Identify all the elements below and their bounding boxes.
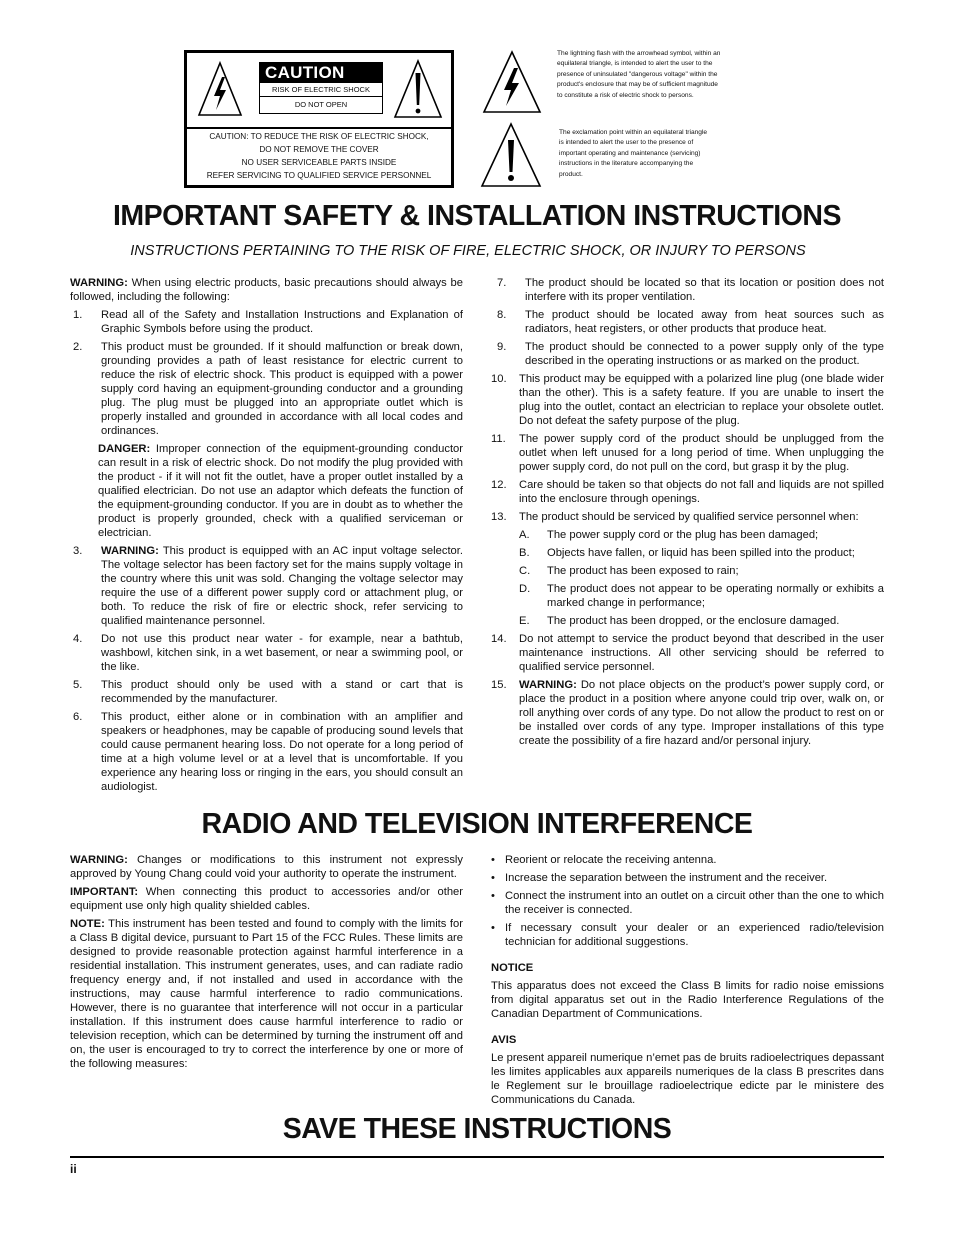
danger-paragraph xyxy=(70,442,463,540)
important-label: IMPORTANT: xyxy=(70,886,139,898)
note-text: This instrument has been tested and found to comply with the limits for a Class B digital device, pursuant to Part 15 of the FCC Rules. These limits are designed to provide reasonable protection against harmful interference in a residential installation. This instrument generates, uses, and can radiate radio frequency energy and, if not installed and used in accordance with the instructions, may cause harmful interference to radio communications. However, there is no guarantee that interference will not occur in a particular installation. If this instrument does cause harmful interference to radio or television reception, which can be determined by turning the instrument off and on, the user is encouraged to try to correct the interference by one or more of the following measures: xyxy=(70,918,463,1070)
item-text: Do not use this product near water - for example, near a bathtub, washbowl, kitchen sink, in a wet basement, or near a swimming pool, or the like. xyxy=(101,633,463,673)
list-item xyxy=(491,432,884,474)
bullet-text: Connect the instrument into an outlet on a circuit other than the one to which the receiver is connected. xyxy=(505,890,884,916)
sub-list-item xyxy=(491,582,884,610)
item-text: This product should only be used with a stand or cart that is recommended by the manufacturer. xyxy=(101,679,463,705)
item-text: The product should be located so that its location or position does not interfere with its proper ventilation. xyxy=(525,277,884,303)
radio-left-column xyxy=(70,853,463,1075)
sub-item-letter: C. xyxy=(519,565,531,577)
item-number: 8. xyxy=(497,309,507,321)
list-item xyxy=(491,372,884,428)
radio-right-column xyxy=(491,853,884,1111)
bullet-glyph: • xyxy=(491,890,495,902)
exclamation-symbol-explanation: The exclamation point within an equilateral triangle is intended to alert the user to the presence of important operating and maintenance (servicing) instructions in the literature accompanying the product. xyxy=(559,129,708,178)
item-number: 11. xyxy=(491,433,506,445)
warning-label: WARNING: xyxy=(70,854,128,866)
sub-item-text: The product does not appear to be operating normally or exhibits a marked change in performance; xyxy=(547,583,884,609)
item-number: 10. xyxy=(491,373,507,385)
bullet-item xyxy=(491,853,884,867)
sub-list-item xyxy=(491,546,884,560)
radio-tv-title: RADIO AND TELEVISION INTERFERENCE xyxy=(201,808,753,840)
warning-label: WARNING: xyxy=(519,679,577,691)
radio-important-paragraph xyxy=(70,885,463,913)
safety-right-column xyxy=(491,276,884,752)
item-number: 1. xyxy=(73,309,83,321)
warning-label: WARNING: xyxy=(101,545,159,557)
radio-note-paragraph xyxy=(70,917,463,1071)
item-text: Do not attempt to service the product beyond that described in the user maintenance instructions. All other servicing should be referred to qualified service personnel. xyxy=(519,633,884,673)
bullet-glyph: • xyxy=(491,854,495,866)
caution-line: REFER SERVICING TO QUALIFIED SERVICE PERSONNEL xyxy=(206,171,432,180)
bullet-text: If necessary consult your dealer or an experienced radio/television technician for additional suggestions. xyxy=(505,922,884,948)
avis-text: Le present appareil numerique n’emet pas de bruits radioelectriques depassant les limites applicables aux appareils numeriques de la class B prescrites dans le Reglement sur le brouillage radioelectrique edicte par le ministere des Communications du Canada. xyxy=(491,1052,884,1106)
footer-divider xyxy=(70,1156,884,1158)
bullet-glyph: • xyxy=(491,922,495,934)
warning-text: This product is equipped with an AC input voltage selector. The voltage selector has been factory set for the mains supply voltage in the country where this unit was sold. Changing the voltage selector may require the use of a different power supply cord or attachment plug, or both. To reduce the risk of fire or electric shock, refer servicing to qualified maintenance personnel. xyxy=(101,545,463,627)
list-item xyxy=(491,678,884,748)
item-text: Care should be taken so that objects do not fall and liquids are not spilled into the enclosure through openings. xyxy=(519,479,884,505)
caution-line: CAUTION: TO REDUCE THE RISK OF ELECTRIC SHOCK, xyxy=(209,132,429,141)
warning-text: Do not place objects on the product’s power supply cord, or place the product in a position where anyone could trip over, walk on, or roll anything over cords of any type. Do not allow the product to rest on or be installed over cords of any type. Improper installations of this type create the possibility of a fire hazard and/or personal injury. xyxy=(519,679,884,747)
list-item xyxy=(70,544,463,628)
danger-text: Improper connection of the equipment-grounding conductor can result in a risk of electric shock. Do not modify the plug provided with the product - if it will not fit the outlet, have a proper outlet installed by a qualified electrician. Do not use an adaptor which defeats the function of the equipment-grounding conductor. If you are in doubt as to whether the product is properly grounded, check with a qualified serviceman or electrician. xyxy=(98,443,463,539)
item-number: 2. xyxy=(73,341,83,353)
bullet-glyph: • xyxy=(491,872,495,884)
item-number: 14. xyxy=(491,633,507,645)
sub-item-text: The product has been dropped, or the enclosure damaged. xyxy=(547,615,840,627)
notice-heading: NOTICE xyxy=(491,962,534,974)
radio-warning-paragraph xyxy=(70,853,463,881)
list-item xyxy=(491,276,884,304)
list-item xyxy=(491,308,884,336)
item-text: The product should be serviced by qualified service personnel when: xyxy=(519,511,859,523)
caution-title: CAUTION xyxy=(259,62,383,83)
item-text: This product may be equipped with a polarized line plug (one blade wider than the other). This is a safety feature. If you are unable to insert the plug into the outlet, contact an electrician to replace your obsolete outlet. Do not defeat the safety purpose of the plug. xyxy=(519,373,884,427)
avis-heading: AVIS xyxy=(491,1034,517,1046)
item-text: The power supply cord of the product should be unplugged from the outlet when left unused for a long period of time. When unplugging the power supply cord, do not pull on the cord, but grasp it by the plug. xyxy=(519,433,884,473)
sub-list-item xyxy=(491,564,884,578)
list-item xyxy=(70,340,463,438)
sub-item-text: Objects have fallen, or liquid has been spilled into the product; xyxy=(547,547,855,559)
bullet-text: Increase the separation between the instrument and the receiver. xyxy=(505,872,828,884)
sub-item-text: The product has been exposed to rain; xyxy=(547,565,739,577)
item-text: This product must be grounded. If it should malfunction or break down, grounding provides a path of least resistance for electric current to reduce the risk of electric shock. This product is equipped with a power supply cord having an equipment-grounding conductor and a grounding plug. The plug must be plugged into an appropriate outlet which is properly installed and grounded in accordance with all local codes and ordinances. xyxy=(101,341,463,437)
list-item xyxy=(491,632,884,674)
item-text: This product, either alone or in combination with an amplifier and speakers or headphones, may be capable of producing sound levels that could cause permanent hearing loss. Do not operate for a long period of time at a high volume level or at a level that is uncomfortable. If you experience any hearing loss or ringing in the ears, you should consult an audiologist. xyxy=(101,711,463,793)
item-number: 6. xyxy=(73,711,83,723)
item-text: The product should be located away from heat sources such as radiators, heat registers, or other products that produce heat. xyxy=(525,309,884,335)
list-item xyxy=(70,308,463,336)
item-number: 13. xyxy=(491,511,507,523)
exclamation-triangle-icon xyxy=(480,122,542,188)
item-text: The product should be connected to a power supply only of the type described in the operating instructions or as marked on the product. xyxy=(525,341,884,367)
notice-text: This apparatus does not exceed the Class B limits for radio noise emissions from digital apparatus set out in the Radio Interference Regulations of the Canadian Department of Communications. xyxy=(491,980,884,1020)
lightning-triangle-icon xyxy=(482,50,542,114)
caution-label-top xyxy=(187,53,451,129)
caution-warning-text xyxy=(187,130,451,182)
warning-text: When using electric products, basic precautions should always be followed, including the following: xyxy=(70,277,463,303)
warning-label: WARNING: xyxy=(70,277,128,289)
save-instructions-title: SAVE THESE INSTRUCTIONS xyxy=(282,1113,672,1145)
danger-label: DANGER: xyxy=(98,443,151,455)
lightning-symbol-explanation: The lightning flash with the arrowhead symbol, within an equilateral triangle, is intended to alert the user to the presence of uninsulated "dangerous voltage" within the product's enclosure that may be of sufficient magnitude to constitute a risk of electric shock to persons. xyxy=(557,50,721,99)
caution-title-block xyxy=(259,62,383,118)
sub-list-item xyxy=(491,614,884,628)
list-item xyxy=(491,478,884,506)
safety-subtitle: INSTRUCTIONS PERTAINING TO THE RISK OF FIRE, ELECTRIC SHOCK, OR INJURY TO PERSONS xyxy=(130,243,806,259)
exclamation-triangle-icon xyxy=(393,59,443,119)
caution-line: NO USER SERVICEABLE PARTS INSIDE xyxy=(241,158,397,167)
sub-list-item xyxy=(491,528,884,542)
note-label: NOTE: xyxy=(70,918,105,930)
item-number: 12. xyxy=(491,479,507,491)
safety-intro xyxy=(70,276,463,304)
sub-item-letter: A. xyxy=(519,529,530,541)
bullet-item xyxy=(491,871,884,885)
item-number: 4. xyxy=(73,633,83,645)
sub-item-text: The power supply cord or the plug has been damaged; xyxy=(547,529,819,541)
item-number: 3. xyxy=(73,545,83,557)
bullet-text: Reorient or relocate the receiving antenna. xyxy=(505,854,717,866)
safety-title: IMPORTANT SAFETY & INSTALLATION INSTRUCTIONS xyxy=(113,200,841,232)
caution-subtitle-risk: RISK OF ELECTRIC SHOCK xyxy=(259,83,383,97)
caution-label xyxy=(184,50,454,188)
item-number: 9. xyxy=(497,341,507,353)
bullet-item xyxy=(491,889,884,917)
list-item xyxy=(491,340,884,368)
list-item xyxy=(70,678,463,706)
important-text: When connecting this product to accessories and/or other equipment use only high quality shielded cables. xyxy=(70,886,463,912)
list-item xyxy=(491,510,884,524)
item-text: Read all of the Safety and Installation Instructions and Explanation of Graphic Symbols before using the product. xyxy=(101,309,463,335)
item-text xyxy=(519,678,884,748)
item-number: 7. xyxy=(497,277,507,289)
caution-subtitle-do-not-open: DO NOT OPEN xyxy=(259,97,383,114)
page-number: ii xyxy=(70,1162,77,1176)
lightning-triangle-icon xyxy=(197,61,243,117)
item-number: 15. xyxy=(491,679,507,691)
caution-line: DO NOT REMOVE THE COVER xyxy=(259,145,379,154)
warning-text: Changes or modifications to this instrument not expressly approved by Young Chang could void your authority to operate the instrument. xyxy=(70,854,463,880)
sub-item-letter: B. xyxy=(519,547,530,559)
item-text xyxy=(101,544,463,628)
item-number: 5. xyxy=(73,679,83,691)
bullet-item xyxy=(491,921,884,949)
safety-left-column xyxy=(70,276,463,798)
sub-item-letter: D. xyxy=(519,583,531,595)
sub-item-letter: E. xyxy=(519,615,530,627)
list-item xyxy=(70,710,463,794)
list-item xyxy=(70,632,463,674)
